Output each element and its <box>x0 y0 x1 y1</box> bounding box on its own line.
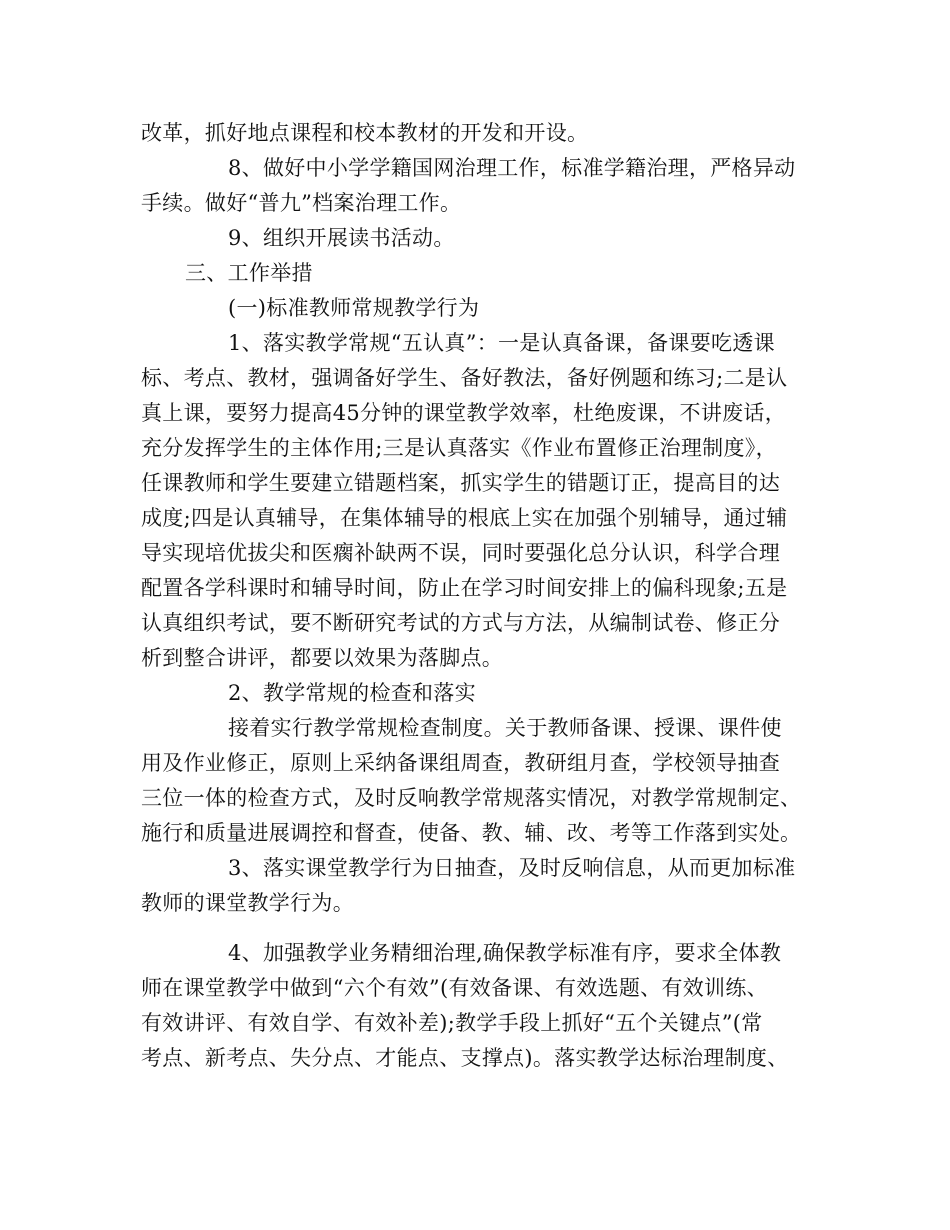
text-line: 3、落实课堂教学行为日抽查，及时反响信息，从而更加标准 <box>228 856 796 880</box>
text-line: 三位一体的检查方式，及时反响教学常规落实情况，对教学常规制定、 <box>141 786 802 810</box>
text-line: 1、落实教学常规“五认真”：一是认真备课，备课要吃透课 <box>228 331 775 355</box>
text-line: 成度;四是认真辅导，在集体辅导的根底上实在加强个别辅导，通过辅 <box>141 506 788 530</box>
text-line: 认真组织考试，要不断研究考试的方式与方法，从编制试卷、修正分 <box>141 611 780 635</box>
text-line: 师在课堂教学中做到“六个有效”(有效备课、有效选题、有效训练、 <box>141 976 768 1000</box>
text-line: 充分发挥学生的主体作用;三是认真落实《作业布置修正治理制度》， <box>141 436 777 460</box>
text-line: 8、做好中小学学籍国网治理工作，标准学籍治理，严格异动 <box>228 156 796 180</box>
text-line: 接着实行教学常规检查制度。关于教师备课、授课、课件使 <box>228 716 782 740</box>
text-line: 手续。做好“普九”档案治理工作。 <box>141 191 462 215</box>
text-line: 教师的课堂教学行为。 <box>141 891 354 915</box>
text-line: 析到整合讲评，都要以效果为落脚点。 <box>141 646 504 670</box>
text-line: 改革，抓好地点课程和校本教材的开发和开设。 <box>141 121 589 145</box>
text-line: 施行和质量进展调控和督查，使备、教、辅、改、考等工作落到实处。 <box>141 821 802 845</box>
text-line: 考点、新考点、失分点、才能点、支撑点)。落实教学达标治理制度、 <box>141 1046 789 1070</box>
text-line: 有效讲评、有效自学、有效补差);教学手段上抓好“五个关键点”(常 <box>141 1011 763 1035</box>
text-line: 4、加强教学业务精细治理,确保教学标准有序，要求全体教 <box>228 941 782 965</box>
text-line: 9、组织开展读书活动。 <box>228 226 455 250</box>
text-line: 配置各学科课时和辅导时间，防止在学习时间安排上的偏科现象;五是 <box>141 576 788 600</box>
text-line: 导实现培优拔尖和医瘸补缺两不误，同时要强化总分认识，科学合理 <box>141 541 780 565</box>
text-line: 真上课，要努力提高45分钟的课堂教学效率，杜绝废课，不讲废话， <box>141 401 787 425</box>
text-line: 标、考点、教材，强调备好学生、备好教法，备好例题和练习;二是认 <box>141 366 788 390</box>
text-line: 用及作业修正，原则上采纳备课组周查，教研组月查，学校领导抽查 <box>141 751 780 775</box>
text-line: 任课教师和学生要建立错题档案，抓实学生的错题订正，提高目的达 <box>141 471 780 495</box>
subsection-heading: (一)标准教师常规教学行为 <box>228 296 480 320</box>
section-heading: 三、工作举措 <box>185 261 313 285</box>
subsection-heading: 2、教学常规的检查和落实 <box>228 681 476 705</box>
